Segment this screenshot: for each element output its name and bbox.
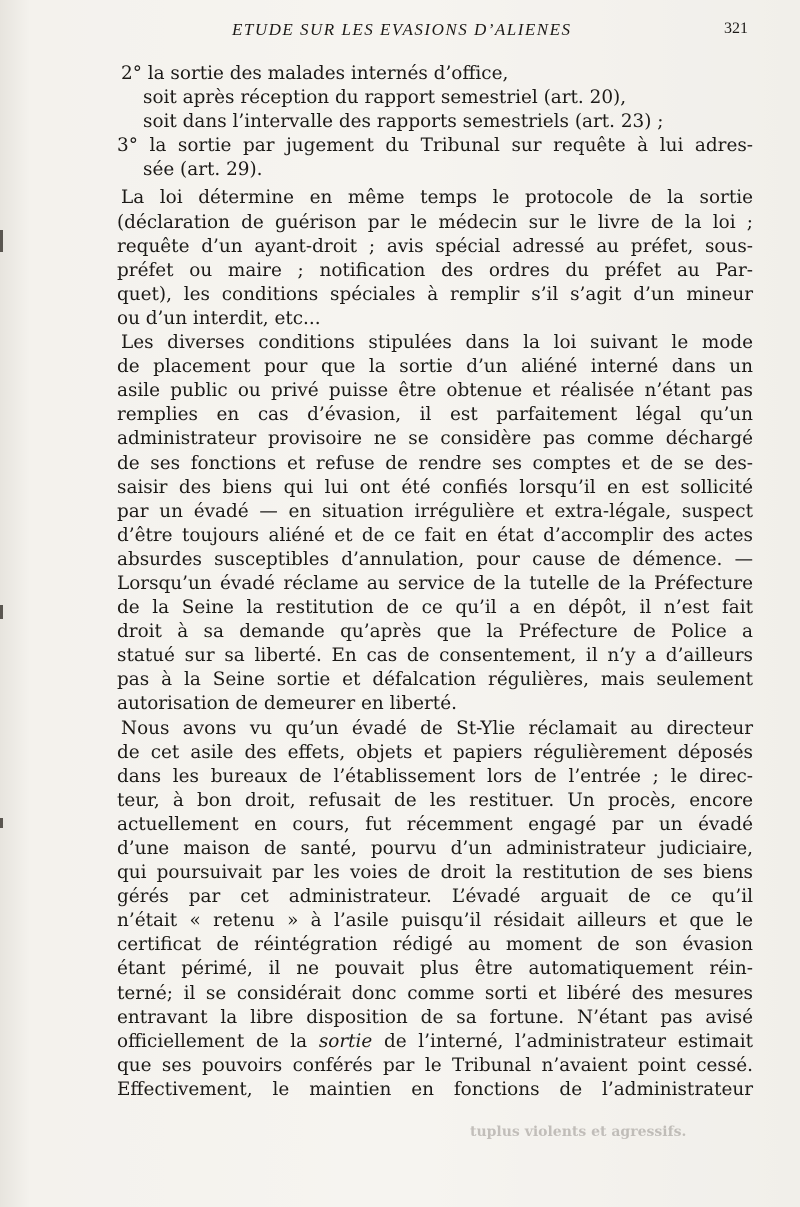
text-line: requête d’un ayant-droit ; avis spécial adressé au préfet, sous- bbox=[117, 235, 753, 257]
text-line: absurdes susceptibles d’annulation, pour cause de démence. — bbox=[117, 548, 753, 570]
text-line: statué sur sa liberté. En cas de consentement, il n’y a d’ailleurs bbox=[117, 645, 753, 667]
text-line: actuellement en cours, fut récemment engagé par un évadé bbox=[117, 813, 753, 835]
text-line: asile public ou privé puisse être obtenue et réalisée n’étant pas bbox=[117, 380, 753, 402]
text-line: saisir des biens qui lui ont été confiés lorsqu’il en est sollicité bbox=[117, 476, 753, 498]
text-line: droit à sa demande qu’après que la Préfecture de Police a bbox=[117, 621, 753, 643]
text-line: Nous avons vu qu’un évadé de St-Ylie réclamait au directeur bbox=[121, 717, 753, 739]
text-line: terné; il se considérait donc comme sorti et libéré des mesures bbox=[117, 982, 753, 1004]
text-line: 3° la sortie par jugement du Tribunal sur requête à lui adres- bbox=[117, 135, 753, 157]
text-line: de la Seine la restitution de ce qu’il a en dépôt, il n’est fait bbox=[117, 597, 753, 619]
text-line: d’une maison de santé, pourvu d’un administrateur judiciaire, bbox=[117, 838, 753, 859]
running-header bbox=[0, 20, 800, 44]
text-line: 2° la sortie des malades internés d’office, bbox=[121, 63, 509, 84]
scan-edge-mark bbox=[0, 230, 3, 252]
text-line: étant périmé, il ne pouvait plus être automatiquement réin- bbox=[117, 958, 753, 980]
text-line: de ses fonctions et refuse de rendre ses comptes et de se des- bbox=[117, 452, 753, 474]
text-line: quet), les conditions spéciales à remplir s’il s’agit d’un mineur bbox=[117, 283, 753, 305]
emphasis-word: sortie bbox=[318, 1030, 373, 1052]
text-line: entravant la libre disposition de sa fortune. N’étant pas avisé bbox=[117, 1006, 753, 1028]
text-line: que ses pouvoirs conférés par le Tribunal n’avaient point cessé. bbox=[117, 1054, 753, 1076]
text-line: n’était « retenu » à l’asile puisqu’il résidait ailleurs et que le bbox=[117, 910, 753, 932]
text-line: par un évadé — en situation irrégulière et extra-légale, suspect bbox=[117, 500, 753, 522]
text-line: Les diverses conditions stipulées dans la loi suivant le mode bbox=[121, 332, 753, 354]
text-line: dans les bureaux de l’établissement lors de l’entrée ; le direc- bbox=[117, 765, 753, 787]
text-line: La loi détermine en même temps le protocole de la sortie bbox=[121, 187, 753, 209]
text-line: pas à la Seine sortie et défalcation régulières, mais seulement bbox=[117, 669, 753, 691]
text-line: administrateur provisoire ne se considère pas comme déchargé bbox=[117, 428, 753, 450]
text-line: autorisation de demeurer en liberté. bbox=[117, 693, 457, 715]
bleed-through-text: tuplus violents et agressifs. bbox=[470, 1124, 687, 1140]
page-number: 321 bbox=[724, 20, 748, 37]
text-line: remplies en cas d’évasion, il est parfaitement légal qu’un bbox=[117, 404, 753, 426]
text-line: préfet ou maire ; notification des ordres du préfet au Par- bbox=[117, 259, 753, 281]
body-text bbox=[117, 62, 753, 1102]
text-line: ou d’un interdit, etc... bbox=[117, 307, 321, 329]
scan-edge-mark bbox=[0, 605, 3, 619]
text-line: (déclaration de guérison par le médecin sur le livre de la loi ; bbox=[117, 211, 753, 233]
text-line: teur, à bon droit, refusait de les restituer. Un procès, encore bbox=[117, 789, 753, 811]
text-line: soit dans l’intervalle des rapports semestriels (art. 23) ; bbox=[143, 111, 664, 133]
running-title: ETUDE SUR LES EVASIONS D’ALIENES bbox=[232, 20, 572, 39]
scan-edge-mark bbox=[0, 818, 3, 828]
text-line: certificat de réintégration rédigé au moment de son évasion bbox=[117, 934, 753, 956]
text-line: soit après réception du rapport semestriel (art. 20), bbox=[143, 87, 627, 109]
text-line: Effectivement, le maintien en fonctions de l’administrateur bbox=[117, 1078, 753, 1100]
text-line: sée (art. 29). bbox=[143, 159, 263, 181]
text-line: d’être toujours aliéné et de ce fait en état d’accomplir des actes bbox=[117, 524, 753, 546]
text-line: de cet asile des effets, objets et papiers régulièrement déposés bbox=[117, 741, 753, 763]
text-line: de placement pour que la sortie d’un aliéné interné dans un bbox=[117, 356, 753, 378]
text-line: officiellement de la sortie de l’interné, l’administrateur estimait bbox=[117, 1030, 753, 1052]
text-line: Lorsqu’un évadé réclame au service de la tutelle de la Préfecture bbox=[117, 572, 753, 594]
text-line: gérés par cet administrateur. L’évadé arguait de ce qu’il bbox=[117, 886, 753, 908]
text-line: qui poursuivait par les voies de droit la restitution de ses biens bbox=[117, 862, 753, 884]
